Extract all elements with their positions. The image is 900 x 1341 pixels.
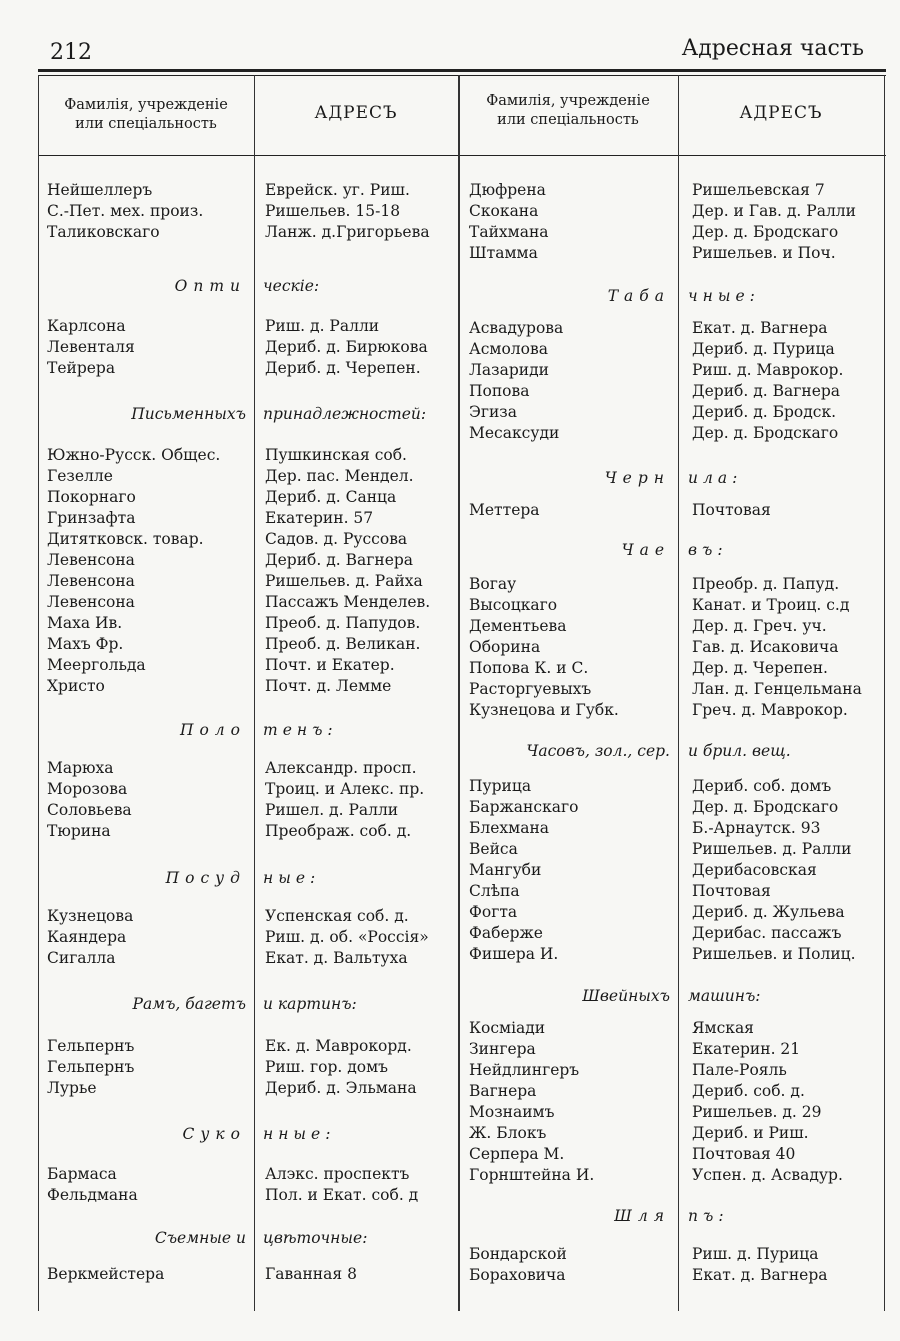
entry-name: Дюфрена bbox=[469, 181, 546, 199]
entry-address: Пол. и Екат. соб. д bbox=[265, 1186, 419, 1204]
entry-name: Мангуби bbox=[469, 861, 542, 879]
section-heading-left: Таба bbox=[607, 287, 670, 305]
entry-name: Нейшеллеръ bbox=[47, 181, 153, 199]
page-number: 212 bbox=[50, 40, 92, 65]
entry-address: Ришельев. и Поч. bbox=[692, 244, 836, 262]
entry-address: Дер. д. Черепен. bbox=[692, 659, 828, 677]
entry-name: Высоцкаго bbox=[469, 596, 558, 614]
entry-address: Александр. просп. bbox=[265, 759, 417, 777]
entry-address: Почтовая bbox=[692, 501, 771, 519]
entry-address: Греч. д. Маврокор. bbox=[692, 701, 848, 719]
entry-name: Маха Ив. bbox=[47, 614, 123, 632]
entry-name: С.-Пет. мех. произ. bbox=[47, 202, 204, 220]
entry-name: Нейдлингеръ bbox=[469, 1061, 580, 1079]
entry-address: Риш. гор. домъ bbox=[265, 1058, 389, 1076]
entry-address: Риш. д. об. «Россія» bbox=[265, 928, 429, 946]
entry-address: Ришельев. 15-18 bbox=[265, 202, 401, 220]
entry-name: Мознаимъ bbox=[469, 1103, 555, 1121]
entry-name: Слѣпа bbox=[469, 882, 520, 900]
entry-name: Блехмана bbox=[469, 819, 550, 837]
entry-name: Штамма bbox=[469, 244, 538, 262]
entry-name: Христо bbox=[47, 677, 105, 695]
entry-name: Левенсона bbox=[47, 551, 135, 569]
entry-name: Гельпернъ bbox=[47, 1037, 135, 1055]
entry-name: Левенсона bbox=[47, 572, 135, 590]
entry-name: Вагнера bbox=[469, 1082, 537, 1100]
entry-name: Асвадурова bbox=[469, 319, 564, 337]
header-name-right-line2: или спеціальность bbox=[497, 112, 639, 128]
entry-address: Ришельев. д. Райха bbox=[265, 572, 423, 590]
entry-name: Южно-Русск. Общес. bbox=[47, 446, 221, 464]
running-head: Адресная часть bbox=[681, 36, 864, 61]
section-heading-left: Посуд bbox=[165, 869, 246, 887]
entry-name: Левенсона bbox=[47, 593, 135, 611]
entry-name: Левенталя bbox=[47, 338, 135, 356]
entry-address: Пале-Рояль bbox=[692, 1061, 787, 1079]
section-heading-right: ные: bbox=[263, 869, 321, 887]
entry-address: Дерибасовская bbox=[692, 861, 817, 879]
entry-address: Екат. д. Вагнера bbox=[692, 1266, 828, 1284]
section-heading-right: чные: bbox=[688, 287, 760, 305]
entry-name: Дементьева bbox=[469, 617, 567, 635]
header-address-right: АДРЕСЪ bbox=[739, 103, 823, 123]
entry-address: Екатерин. 21 bbox=[692, 1040, 801, 1058]
entry-name: Гринзафта bbox=[47, 509, 136, 527]
section-heading-left: Швейныхъ bbox=[582, 987, 670, 1005]
entry-address: Ришельевская 7 bbox=[692, 181, 825, 199]
entry-address: Дериб. д. Жульева bbox=[692, 903, 845, 921]
entry-name: Лазариди bbox=[469, 361, 549, 379]
entry-name: Таликовскаго bbox=[47, 223, 160, 241]
entry-address: Пушкинская соб. bbox=[265, 446, 407, 464]
entry-address: Дериб. и Риш. bbox=[692, 1124, 809, 1142]
header-name-left-line1: Фамилія, учрежденіе bbox=[64, 97, 228, 113]
section-heading-right: и картинъ: bbox=[263, 995, 357, 1013]
section-heading-right: въ: bbox=[688, 541, 728, 559]
entry-address: Преобр. д. Папуд. bbox=[692, 575, 840, 593]
entry-name: Сигалла bbox=[47, 949, 116, 967]
entry-name: Вейса bbox=[469, 840, 518, 858]
entry-name: Зингера bbox=[469, 1040, 536, 1058]
entry-name: Кузнецова и Губк. bbox=[469, 701, 619, 719]
entry-address: Дер. и Гав. д. Ралли bbox=[692, 202, 856, 220]
entry-address: Дериб. д. Санца bbox=[265, 488, 397, 506]
section-heading-left: Рамъ, багетъ bbox=[132, 995, 246, 1013]
entry-address: Садов. д. Руссова bbox=[265, 530, 408, 548]
entry-name: Фаберже bbox=[469, 924, 543, 942]
entry-name: Соловьева bbox=[47, 801, 132, 819]
entry-name: Косміади bbox=[469, 1019, 546, 1037]
entry-address: Дер. д. Бродскаго bbox=[692, 798, 839, 816]
entry-name: Бораховича bbox=[469, 1266, 566, 1284]
entry-name: Тейрера bbox=[47, 359, 116, 377]
entry-name: Веркмейстера bbox=[47, 1265, 165, 1283]
entry-address: Почт. и Екатер. bbox=[265, 656, 395, 674]
entry-name: Лурье bbox=[47, 1079, 97, 1097]
section-heading-right: и брил. вещ. bbox=[688, 742, 791, 760]
entry-name: Меттера bbox=[469, 501, 540, 519]
entry-address: Ришельев. д. Ралли bbox=[692, 840, 852, 858]
entry-address: Дерибас. пассажъ bbox=[692, 924, 842, 942]
entry-address: Успенская соб. д. bbox=[265, 907, 409, 925]
section-heading-left: Суко bbox=[182, 1125, 246, 1143]
entry-address: Ришел. д. Ралли bbox=[265, 801, 399, 819]
entry-address: Алэкс. проспектъ bbox=[265, 1165, 410, 1183]
entry-address: Екатерин. 57 bbox=[265, 509, 374, 527]
entry-name: Бармаса bbox=[47, 1165, 117, 1183]
entry-name: Скокана bbox=[469, 202, 539, 220]
entry-name: Бондарской bbox=[469, 1245, 567, 1263]
entry-address: Риш. д. Пурица bbox=[692, 1245, 819, 1263]
entry-name: Меергольда bbox=[47, 656, 146, 674]
section-heading-left: Письменныхъ bbox=[131, 405, 246, 423]
section-heading-left: Черн bbox=[604, 469, 670, 487]
section-heading-right: ческіе: bbox=[263, 277, 320, 295]
entry-address: Ришельев. и Полиц. bbox=[692, 945, 856, 963]
entry-name: Асмолова bbox=[469, 340, 548, 358]
entry-name: Карлсона bbox=[47, 317, 126, 335]
entry-name: Покорнаго bbox=[47, 488, 136, 506]
entry-address: Ришельев. д. 29 bbox=[692, 1103, 822, 1121]
entry-name: Вогау bbox=[469, 575, 517, 593]
entry-name: Серпера М. bbox=[469, 1145, 565, 1163]
entry-name: Фельдмана bbox=[47, 1186, 138, 1204]
entry-address: Риш. д. Маврокор. bbox=[692, 361, 844, 379]
section-heading-right: тенъ: bbox=[263, 721, 338, 739]
section-heading-right: ила: bbox=[688, 469, 743, 487]
entry-name: Месаксуди bbox=[469, 424, 560, 442]
entry-address: Дер. д. Греч. уч. bbox=[692, 617, 827, 635]
entry-address: Ек. д. Маврокорд. bbox=[265, 1037, 412, 1055]
entry-name: Попова bbox=[469, 382, 530, 400]
entry-name: Тайхмана bbox=[469, 223, 549, 241]
entry-name: Махъ Фр. bbox=[47, 635, 124, 653]
entry-address: Лан. д. Генцельмана bbox=[692, 680, 862, 698]
entry-address: Дериб. д. Бродск. bbox=[692, 403, 837, 421]
section-heading-left: Съемные и bbox=[154, 1229, 246, 1247]
entry-name: Оборина bbox=[469, 638, 541, 656]
entry-address: Почт. д. Лемме bbox=[265, 677, 392, 695]
entry-address: Дер. д. Бродскаго bbox=[692, 223, 839, 241]
entry-address: Троиц. и Алекс. пр. bbox=[265, 780, 425, 798]
section-heading-left: Шля bbox=[614, 1207, 670, 1225]
entry-address: Гав. д. Исаковича bbox=[692, 638, 839, 656]
section-heading-left: Часовъ, зол., сер. bbox=[526, 742, 670, 760]
section-heading-right: принадлежностей: bbox=[263, 405, 427, 423]
entry-name: Морозова bbox=[47, 780, 128, 798]
entry-address: Преоб. д. Великан. bbox=[265, 635, 421, 653]
section-heading-left: Опти bbox=[174, 277, 246, 295]
entry-address: Пассажъ Менделев. bbox=[265, 593, 431, 611]
entry-address: Почтовая bbox=[692, 882, 771, 900]
entry-address: Дериб. д. Вагнера bbox=[265, 551, 414, 569]
entry-address: Дериб. д. Вагнера bbox=[692, 382, 841, 400]
entry-name: Гезелле bbox=[47, 467, 113, 485]
entry-address: Канат. и Троиц. с.д bbox=[692, 596, 850, 614]
entry-address: Преображ. соб. д. bbox=[265, 822, 412, 840]
entry-address: Преоб. д. Папудов. bbox=[265, 614, 421, 632]
section-heading-left: Поло bbox=[179, 721, 246, 739]
header-name-right-line1: Фамилія, учрежденіе bbox=[486, 93, 650, 109]
header-name-left-line2: или спеціальность bbox=[75, 116, 217, 132]
entry-address: Дериб. д. Черепен. bbox=[265, 359, 421, 377]
entry-name: Гельпернъ bbox=[47, 1058, 135, 1076]
entry-name: Ж. Блокъ bbox=[469, 1124, 547, 1142]
entry-name: Фогта bbox=[469, 903, 518, 921]
entry-address: Гаванная 8 bbox=[265, 1265, 357, 1283]
entry-name: Кузнецова bbox=[47, 907, 134, 925]
entry-address: Ланж. д.Григорьева bbox=[265, 223, 430, 241]
entry-address: Дер. пас. Мендел. bbox=[265, 467, 414, 485]
entry-address: Екат. д. Вагнера bbox=[692, 319, 828, 337]
entry-name: Попова К. и С. bbox=[469, 659, 589, 677]
entry-name: Расторгуевыхъ bbox=[469, 680, 592, 698]
entry-address: Риш. д. Ралли bbox=[265, 317, 380, 335]
section-heading-right: машинъ: bbox=[688, 987, 761, 1005]
entry-address: Дериб. д. Пурица bbox=[692, 340, 835, 358]
entry-name: Эгиза bbox=[469, 403, 518, 421]
entry-name: Тюрина bbox=[47, 822, 111, 840]
entry-name: Фишера И. bbox=[469, 945, 559, 963]
entry-address: Б.-Арнаутск. 93 bbox=[692, 819, 821, 837]
entry-address: Еврейск. уг. Риш. bbox=[265, 181, 410, 199]
section-heading-right: пъ: bbox=[688, 1207, 729, 1225]
entry-name: Каяндера bbox=[47, 928, 127, 946]
entry-name: Марюха bbox=[47, 759, 114, 777]
entry-address: Дериб. соб. д. bbox=[692, 1082, 805, 1100]
entry-address: Почтовая 40 bbox=[692, 1145, 796, 1163]
entry-address: Дериб. д. Эльмана bbox=[265, 1079, 417, 1097]
entry-name: Баржанскаго bbox=[469, 798, 579, 816]
entry-name: Горнштейна И. bbox=[469, 1166, 595, 1184]
entry-address: Дериб. д. Бирюкова bbox=[265, 338, 428, 356]
section-heading-right: нные: bbox=[263, 1125, 336, 1143]
header-address-left: АДРЕСЪ bbox=[314, 103, 398, 123]
section-heading-left: Чае bbox=[621, 541, 670, 559]
entry-address: Ямская bbox=[692, 1019, 754, 1037]
section-heading-right: цвѣточные: bbox=[263, 1229, 368, 1247]
entry-address: Дериб. соб. домъ bbox=[692, 777, 832, 795]
entry-address: Екат. д. Вальтуха bbox=[265, 949, 408, 967]
entry-name: Пурица bbox=[469, 777, 532, 795]
entry-address: Дер. д. Бродскаго bbox=[692, 424, 839, 442]
entry-address: Успен. д. Асвадур. bbox=[692, 1166, 843, 1184]
entry-name: Дитятковск. товар. bbox=[47, 530, 204, 548]
